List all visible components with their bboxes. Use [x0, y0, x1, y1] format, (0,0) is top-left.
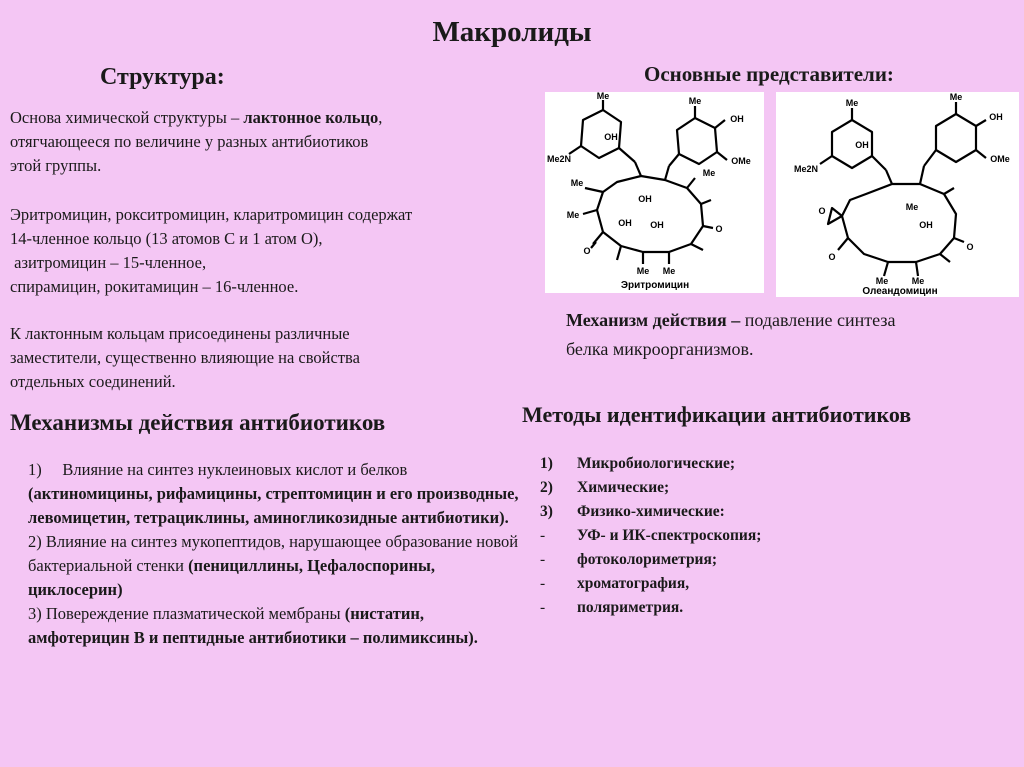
mechanism-item-1: [28, 458, 528, 530]
method-item: [540, 572, 1010, 596]
structure-heading: Структура:: [100, 64, 225, 90]
oleandomycin-epoxide: [828, 208, 842, 224]
erythromycin-nme2-label: Me2N: [546, 154, 572, 164]
mechanism-text: подавление синтеза: [744, 310, 896, 330]
mechanism-item-2-text: 2) Влияние на синтез мукопептидов, нарушающее образование новой бактериальной стенки: [28, 532, 519, 575]
p1-text-d: отягчающееся по величине у разных антибиотиков: [10, 132, 369, 151]
method-label: поляриметрия.: [577, 599, 684, 616]
oleandomycin-lactone-ring: [842, 184, 956, 262]
mechanism-item-3: [28, 602, 528, 650]
oleandomycin-diagram: [776, 92, 1019, 297]
mechanisms-heading: Механизмы действия антибиотиков: [10, 410, 386, 435]
p1-lactone-ring: лактонное кольцо: [243, 108, 379, 127]
methods-list: [540, 452, 1010, 620]
p3-line-2: заместители, существенно влияющие на свойства: [10, 348, 360, 367]
oleandomycin-me-label-4: Me: [875, 276, 889, 286]
page-title: Макролиды: [432, 16, 592, 48]
oleandomycin-me-label-3: Me: [905, 202, 919, 212]
methods-heading: Методы идентификации антибиотиков: [522, 402, 912, 427]
oleandomycin-nme2-label: Me2N: [793, 164, 819, 174]
oleandomycin-structure: [776, 92, 1019, 297]
method-label: Физико-химические:: [577, 503, 725, 520]
oleandomycin-oh-label-3: OH: [919, 220, 933, 230]
oleandomycin-me-label-5: Me: [911, 276, 925, 286]
method-marker: 2): [540, 479, 553, 496]
erythromycin-me-label-7: Me: [662, 266, 676, 276]
oleandomycin-right-sugar-ring: [936, 114, 976, 162]
mechanism-item-2: [28, 530, 528, 602]
p1-text-a: Основа химической структуры –: [10, 108, 244, 127]
method-marker: -: [540, 575, 546, 592]
erythromycin-me-label-6: Me: [636, 266, 650, 276]
method-item: [540, 452, 1010, 476]
structure-paragraph-2: [10, 203, 530, 299]
structure-paragraph-3: [10, 322, 530, 394]
mechanisms-list: [28, 458, 528, 650]
erythromycin-diagram: [545, 92, 764, 293]
oleandomycin-oh-label-2: OH: [989, 112, 1003, 122]
erythromycin-ome-label: OMe: [731, 156, 751, 166]
method-marker: 1): [540, 455, 553, 472]
method-label: хроматография,: [577, 575, 690, 592]
erythromycin-oh-label-3: OH: [638, 194, 652, 204]
oleandomycin-o-label-1: O: [818, 206, 826, 216]
mechanism-item-2-examples: (пенициллины, Цефалоспорины, циклосерин): [28, 556, 436, 599]
p2-line-2: 14-членное кольцо (13 атомов С и 1 атом О),: [10, 229, 323, 248]
mechanism-item-3-examples: (нистатин, амфотерицин В и пептидные антибиотики – полимиксины).: [28, 604, 478, 647]
method-marker: -: [540, 551, 546, 568]
p3-line-3: отдельных соединений.: [10, 372, 176, 391]
erythromycin-o-label-1: O: [583, 246, 591, 256]
method-label: УФ- и ИК-спектроскопия;: [577, 527, 762, 544]
p3-line-1: К лактонным кольцам присоединены различные: [10, 324, 350, 343]
erythromycin-me-label-3: Me: [702, 168, 716, 178]
oleandomycin-o-label-3: O: [966, 242, 974, 252]
erythromycin-me-label-4: Me: [570, 178, 584, 188]
mechanism-item-3-text: 3) Повереждение плазматической мембраны: [28, 604, 345, 623]
mechanism-of-action: [566, 306, 1006, 364]
method-item: [540, 596, 1010, 620]
erythromycin-o-label-2: O: [715, 224, 723, 234]
erythromycin-oh-label-2: OH: [730, 114, 744, 124]
method-marker: 3): [540, 503, 553, 520]
structure-paragraph-1: [10, 106, 530, 178]
representatives-heading: Основные представители:: [644, 62, 894, 86]
method-marker: -: [540, 599, 546, 616]
method-marker: -: [540, 527, 546, 544]
method-item: [540, 476, 1010, 500]
mechanism-item-1-examples: (актиномицины, рифамицины, стрептомицин и его производные, левомицетин, тетрациклины, аминогликозидные антибиотики).: [28, 484, 519, 527]
p2-line-1: Эритромицин, рокситромицин, кларитромицин содержат: [10, 205, 413, 224]
mechanism-label: Механизм действия –: [566, 310, 745, 330]
oleandomycin-me-label-1: Me: [845, 98, 859, 108]
method-item: [540, 500, 1010, 524]
mechanism-item-1-number: 1): [28, 460, 63, 479]
oleandomycin-o-label-2: O: [828, 252, 836, 262]
erythromycin-name: Эритромицин: [620, 280, 690, 291]
erythromycin-right-sugar-ring: [677, 118, 717, 164]
erythromycin-oh-label-1: OH: [604, 132, 618, 142]
erythromycin-me-label-2: Me: [688, 96, 702, 106]
erythromycin-me-label-5: Me: [566, 210, 580, 220]
method-item: [540, 548, 1010, 572]
erythromycin-structure: [545, 92, 764, 293]
mechanism-text-2: белка микроорганизмов.: [566, 339, 754, 359]
method-item: [540, 524, 1010, 548]
oleandomycin-ome-label: OMe: [990, 154, 1010, 164]
oleandomycin-oh-label-1: OH: [855, 140, 869, 150]
erythromycin-oh-label-5: OH: [650, 220, 664, 230]
erythromycin-oh-label-4: OH: [618, 218, 632, 228]
p1-text-c: ,: [378, 108, 383, 127]
p2-line-3: азитромицин – 15-членное,: [10, 253, 207, 272]
oleandomycin-name: Олеандомицин: [862, 286, 938, 297]
oleandomycin-me-label-2: Me: [949, 92, 963, 102]
erythromycin-me-label-1: Me: [596, 92, 610, 101]
mechanism-item-1-text: Влияние на синтез нуклеиновых кислот и белков: [62, 460, 408, 479]
p1-text-e: этой группы.: [10, 156, 102, 175]
method-label: Химические;: [577, 479, 670, 496]
p2-line-4: спирамицин, рокитамицин – 16-членное.: [10, 277, 299, 296]
method-label: фотоколориметрия;: [577, 551, 718, 568]
method-label: Микробиологические;: [577, 455, 736, 472]
